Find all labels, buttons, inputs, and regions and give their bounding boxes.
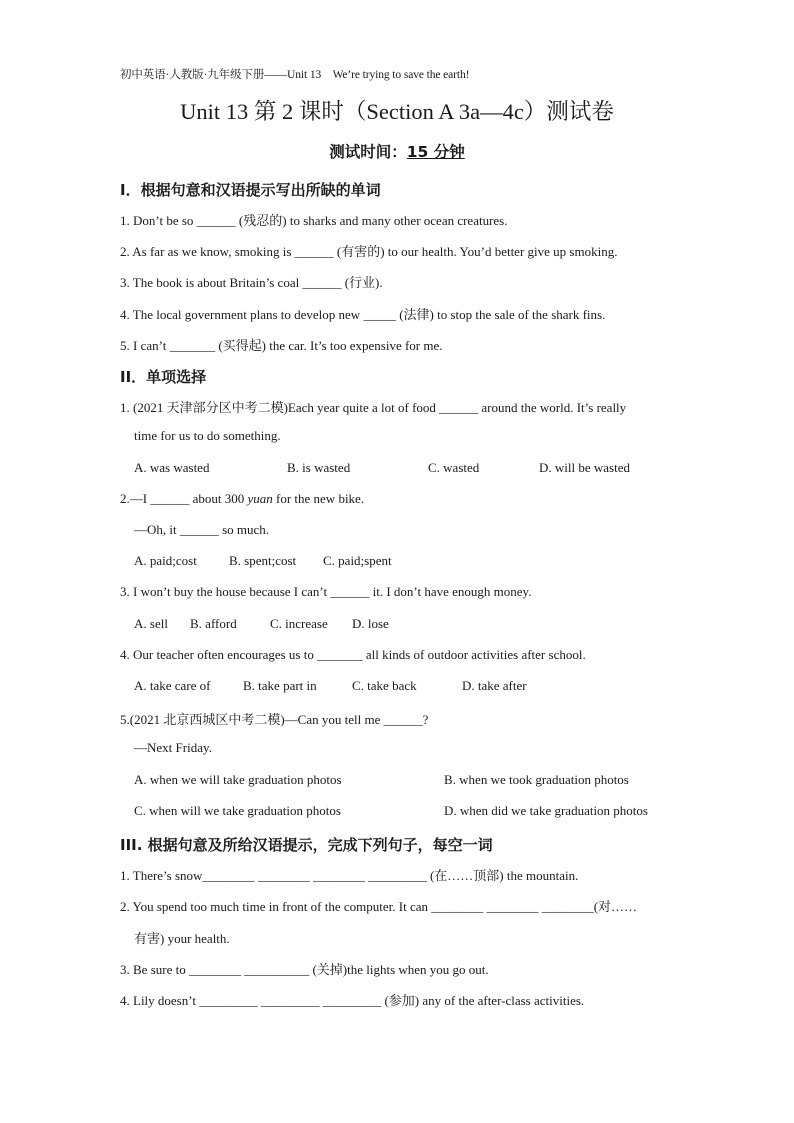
section2-q2-line2: —Oh, it ______ so much. [134, 522, 270, 537]
header-breadcrumb: 初中英语·人教版·九年级下册——Unit 13 We’re trying to save the earth! [120, 69, 470, 81]
test-time [0, 140, 794, 162]
section2-q4-line: 4. Our teacher often encourages us to _______ all kinds of outdoor activities after school. [120, 647, 586, 662]
section2-q5-option-b: B. when we took graduation photos [444, 772, 629, 787]
section2-q3-option-b: B. afford [190, 616, 237, 631]
section2-q1-option-a: A. was wasted [134, 460, 210, 475]
section2-q1-option-b: B. is wasted [287, 460, 351, 475]
section2-q4-option-a: A. take care of [134, 678, 211, 693]
section1-item-2: 2. As far as we know, smoking is ______ (有害的) to our health. You’d better give up smoking. [120, 244, 618, 259]
test-time-value: 15 分钟 [406, 143, 465, 161]
section2-q2-line1 [120, 491, 364, 507]
section3-q2-line2: 有害) your health. [134, 931, 230, 946]
section2-q2-line1-italic: yuan [247, 491, 273, 506]
section2-q5-line1: 5.(2021 北京西城区中考二模)—Can you tell me ______? [120, 712, 429, 727]
section2-q3-line: 3. I won’t buy the house because I can’t ______ it. I don’t have enough money. [120, 584, 532, 599]
section2-q4-option-d: D. take after [462, 678, 527, 693]
section2-q3-option-a: A. sell [134, 616, 168, 631]
page-title: Unit 13 第 2 课时（Section A 3a—4c）测试卷 [180, 99, 614, 124]
section2-q5-line2: —Next Friday. [134, 740, 212, 755]
section1-heading: I．根据句意和汉语提示写出所缺的单词 [120, 181, 381, 199]
test-time-label: 测试时间： [329, 143, 407, 161]
section1-item-1: 1. Don’t be so ______ (残忍的) to sharks and many other ocean creatures. [120, 213, 508, 228]
section3-q2-line1: 2. You spend too much time in front of the computer. It can ________ ________ ________(对…… [120, 899, 638, 914]
section2-q5-option-c: C. when will we take graduation photos [134, 803, 341, 818]
section1-item-3: 3. The book is about Britain’s coal ______ (行业). [120, 275, 383, 290]
section1-item-4: 4. The local government plans to develop new _____ (法律) to stop the sale of the shark fins. [120, 307, 606, 322]
section2-q2-option-a: A. paid;cost [134, 553, 197, 568]
section2-q5-option-d: D. when did we take graduation photos [444, 803, 648, 818]
section3-q1: 1. There’s snow________ ________ ________ _________ (在……顶部) the mountain. [120, 868, 579, 883]
section1-item-5: 5. I can’t _______ (买得起) the car. It’s too expensive for me. [120, 338, 443, 353]
section2-q2-line1-post: for the new bike. [272, 491, 365, 506]
section2-q5-option-a: A. when we will take graduation photos [134, 772, 342, 787]
section3-q4: 4. Lily doesn’t _________ _________ _________ (参加) any of the after-class activities. [120, 993, 585, 1008]
section2-q1-line2: time for us to do something. [134, 428, 281, 443]
section2-q3-option-c: C. increase [270, 616, 328, 631]
section2-q2-option-b: B. spent;cost [229, 553, 297, 568]
section2-heading: II．单项选择 [120, 368, 207, 386]
section2-q3-option-d: D. lose [352, 616, 389, 631]
section2-q1-option-c: C. wasted [428, 460, 480, 475]
section3-heading: III. 根据句意及所给汉语提示，完成下列句子，每空一词 [120, 836, 493, 854]
section2-q1-line1: 1. (2021 天津部分区中考二模)Each year quite a lot of food ______ around the world. It’s really [120, 400, 627, 415]
section2-q2-line1-pre: 2.—I ______ about 300 [120, 491, 248, 506]
section2-q2-option-c: C. paid;spent [323, 553, 392, 568]
section2-q1-option-d: D. will be wasted [539, 460, 630, 475]
section2-q4-option-b: B. take part in [243, 678, 317, 693]
section3-q3: 3. Be sure to ________ __________ (关掉)the lights when you go out. [120, 962, 489, 977]
section2-q4-option-c: C. take back [352, 678, 417, 693]
